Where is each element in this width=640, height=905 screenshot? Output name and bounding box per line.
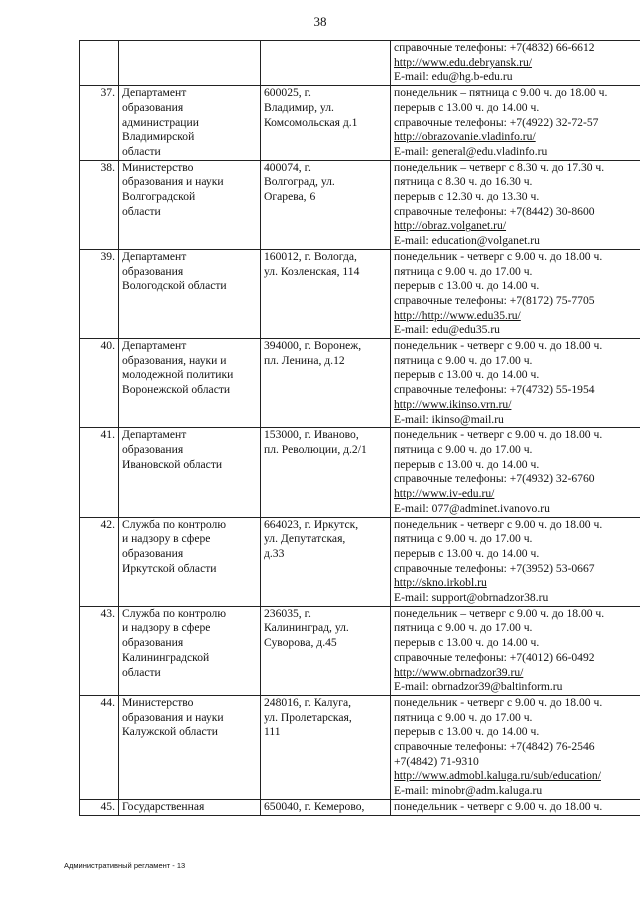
contacts-cell: [391, 160, 640, 249]
address-line: 400074, г.: [264, 160, 311, 174]
table-row: [80, 86, 640, 161]
organization-line: области: [122, 144, 161, 158]
organization-line: и надзору в сфере: [122, 621, 211, 635]
contacts-cell: [391, 695, 640, 799]
organization-cell: [119, 799, 261, 815]
address-line: Калининград, ул.: [264, 621, 349, 635]
organization-line: Департамент: [122, 428, 187, 442]
organization-line: Департамент: [122, 339, 187, 353]
row-number: 43.: [80, 606, 119, 695]
organization-line: Министерство: [122, 695, 194, 709]
organization-cell: [119, 517, 261, 606]
organization-line: Департамент: [122, 86, 187, 100]
organization-line: Государственная: [122, 799, 205, 813]
contact-line: E-mail: edu@hg.b-edu.ru: [394, 70, 513, 84]
contact-line: справочные телефоны: +7(4732) 55-1954: [394, 383, 595, 397]
organization-line: администрации: [122, 115, 199, 129]
page-footer: Административный регламент - 13: [64, 861, 186, 870]
table-body: [80, 41, 640, 816]
organization-line: Воронежской области: [122, 383, 231, 397]
organization-cell: [119, 160, 261, 249]
organization-line: образования: [122, 264, 184, 278]
organization-cell: [119, 695, 261, 799]
table-row: [80, 428, 640, 517]
contacts-cell: [391, 428, 640, 517]
contact-line: справочные телефоны: +7(8172) 75-7705: [394, 293, 595, 307]
contacts-cell: [391, 606, 640, 695]
address-cell: [261, 799, 391, 815]
organization-line: образования: [122, 546, 184, 560]
contact-line: E-mail: education@volganet.ru: [394, 234, 540, 248]
organization-line: области: [122, 204, 161, 218]
address-cell: [261, 339, 391, 428]
website-link[interactable]: http://obrazovanie.vladinfo.ru/: [394, 130, 536, 144]
contact-line: справочные телефоны: +7(3952) 53-0667: [394, 561, 595, 575]
contact-line: справочные телефоны: +7(4832) 66-6612: [394, 41, 595, 54]
address-line: 394000, г. Воронеж,: [264, 339, 362, 353]
organization-line: молодежной политики: [122, 368, 234, 382]
website-link[interactable]: http://www.iv-edu.ru/: [394, 487, 495, 501]
contact-line: перерыв с 13.00 ч. до 14.00 ч.: [394, 725, 540, 739]
row-number: 40.: [80, 339, 119, 428]
website-link[interactable]: http://www.obrnadzor39.ru/: [394, 665, 524, 679]
address-line: 111: [264, 725, 281, 739]
organization-line: и надзору в сфере: [122, 532, 211, 546]
contact-line: пятница с 9.00 ч. до 17.00 ч.: [394, 442, 533, 456]
contacts-cell: [391, 517, 640, 606]
contact-line: перерыв с 13.00 ч. до 14.00 ч.: [394, 546, 540, 560]
address-line: 600025, г.: [264, 86, 311, 100]
address-cell: [261, 606, 391, 695]
website-link[interactable]: http://www.edu.debryansk.ru/: [394, 55, 533, 69]
address-line: Волгоград, ул.: [264, 175, 335, 189]
website-link[interactable]: http://http://www.edu35.ru/: [394, 308, 521, 322]
contact-line: E-mail: edu@edu35.ru: [394, 323, 500, 337]
organization-line: образования: [122, 442, 184, 456]
address-cell: [261, 428, 391, 517]
organization-cell: [119, 86, 261, 161]
organization-line: Калужской области: [122, 725, 218, 739]
organization-line: образования и науки: [122, 710, 224, 724]
address-line: ул. Козленская, 114: [264, 264, 360, 278]
address-line: д.33: [264, 546, 285, 560]
address-line: ул. Пролетарская,: [264, 710, 352, 724]
organization-cell: [119, 41, 261, 86]
row-number: 37.: [80, 86, 119, 161]
authorities-table: [79, 40, 640, 816]
page-number: 38: [313, 14, 327, 29]
address-cell: [261, 249, 391, 338]
contact-line: E-mail: support@obrnadzor38.ru: [394, 591, 549, 605]
contact-line: справочные телефоны: +7(8442) 30-8600: [394, 204, 595, 218]
address-line: ул. Депутатская,: [264, 532, 346, 546]
contact-line: справочные телефоны: +7(4932) 32-6760: [394, 472, 595, 486]
row-number: 44.: [80, 695, 119, 799]
contact-line: перерыв с 13.00 ч. до 14.00 ч.: [394, 100, 540, 114]
address-line: Владимир, ул.: [264, 100, 334, 114]
contacts-cell: [391, 41, 640, 86]
organization-line: образования: [122, 100, 184, 114]
contact-line: понедельник – пятница с 9.00 ч. до 18.00 ч.: [394, 86, 608, 100]
address-line: пл. Революции, д.2/1: [264, 442, 367, 456]
row-number: 42.: [80, 517, 119, 606]
table-row: [80, 41, 640, 86]
organization-line: образования, науки и: [122, 353, 227, 367]
contact-line: E-mail: ikinso@mail.ru: [394, 412, 504, 426]
contact-line: перерыв с 13.00 ч. до 14.00 ч.: [394, 636, 540, 650]
contact-line: понедельник - четверг с 9.00 ч. до 18.00 ч.: [394, 695, 603, 709]
contacts-cell: [391, 249, 640, 338]
contact-line: справочные телефоны: +7(4922) 32-72-57: [394, 115, 599, 129]
website-link[interactable]: http://obraz.volganet.ru/: [394, 219, 507, 233]
table-row: [80, 249, 640, 338]
contact-line: пятница с 8.30 ч. до 16.30 ч.: [394, 175, 533, 189]
organization-line: Вологодской области: [122, 279, 227, 293]
contact-line: понедельник - четверг с 9.00 ч. до 18.00 ч.: [394, 517, 603, 531]
contact-line: понедельник - четверг с 9.00 ч. до 18.00 ч.: [394, 428, 603, 442]
contacts-cell: [391, 86, 640, 161]
contact-line: перерыв с 13.00 ч. до 14.00 ч.: [394, 368, 540, 382]
contact-line: перерыв с 12.30 ч. до 13.30 ч.: [394, 190, 540, 204]
website-link[interactable]: http://www.ikinso.vrn.ru/: [394, 397, 512, 411]
contact-line: справочные телефоны: +7(4012) 66-0492: [394, 650, 595, 664]
row-number: 41.: [80, 428, 119, 517]
address-line: 236035, г.: [264, 606, 311, 620]
organization-line: образования: [122, 636, 184, 650]
row-number: [80, 41, 119, 86]
address-line: 160012, г. Вологда,: [264, 249, 357, 263]
address-line: 153000, г. Иваново,: [264, 428, 359, 442]
address-cell: [261, 695, 391, 799]
row-number: 39.: [80, 249, 119, 338]
row-number: 38.: [80, 160, 119, 249]
organization-cell: [119, 428, 261, 517]
contact-line: пятница с 9.00 ч. до 17.00 ч.: [394, 710, 533, 724]
address-line: 664023, г. Иркутск,: [264, 517, 359, 531]
table-row: [80, 799, 640, 815]
address-line: 248016, г. Калуга,: [264, 695, 352, 709]
address-line: пл. Ленина, д.12: [264, 353, 345, 367]
address-cell: [261, 517, 391, 606]
organization-cell: [119, 339, 261, 428]
contact-line: E-mail: general@edu.vladinfo.ru: [394, 144, 548, 158]
organization-line: Министерство: [122, 160, 194, 174]
contact-line: пятница с 9.00 ч. до 17.00 ч.: [394, 353, 533, 367]
row-number: 45.: [80, 799, 119, 815]
contacts-cell: [391, 799, 640, 815]
address-line: Огарева, 6: [264, 190, 316, 204]
organization-line: Служба по контролю: [122, 606, 227, 620]
contact-line: справочные телефоны: +7(4842) 76-2546: [394, 740, 595, 754]
organization-cell: [119, 249, 261, 338]
address-cell: [261, 86, 391, 161]
contact-line: понедельник - четверг с 9.00 ч. до 18.00 ч.: [394, 339, 603, 353]
address-line: Комсомольская д.1: [264, 115, 358, 129]
address-cell: [261, 41, 391, 86]
organization-line: Волгоградской: [122, 190, 196, 204]
contact-line: пятница с 9.00 ч. до 17.00 ч.: [394, 532, 533, 546]
organization-line: Ивановской области: [122, 457, 223, 471]
website-link[interactable]: http://skno.irkobl.ru: [394, 576, 487, 590]
contact-line: E-mail: minobr@adm.kaluga.ru: [394, 784, 543, 798]
organization-line: образования и науки: [122, 175, 224, 189]
table-row: [80, 606, 640, 695]
address-line: 650040, г. Кемерово,: [264, 799, 365, 813]
address-line: Суворова, д.45: [264, 636, 337, 650]
organization-line: Калининградской: [122, 650, 210, 664]
contact-line: понедельник – четверг с 8.30 ч. до 17.30 ч.: [394, 160, 605, 174]
organization-line: Иркутской области: [122, 561, 217, 575]
contact-line: E-mail: obrnadzor39@baltinform.ru: [394, 680, 563, 694]
contact-line: понедельник - четверг с 9.00 ч. до 18.00 ч.: [394, 249, 603, 263]
organization-line: Служба по контролю: [122, 517, 227, 531]
website-link[interactable]: http://www.admobl.kaluga.ru/sub/education/: [394, 769, 601, 783]
organization-cell: [119, 606, 261, 695]
contact-line: пятница с 9.00 ч. до 17.00 ч.: [394, 621, 533, 635]
contact-line: понедельник – четверг с 9.00 ч. до 18.00 ч.: [394, 606, 605, 620]
contacts-cell: [391, 339, 640, 428]
organization-line: области: [122, 665, 161, 679]
table-row: [80, 695, 640, 799]
contact-line: перерыв с 13.00 ч. до 14.00 ч.: [394, 457, 540, 471]
contact-line: E-mail: 077@adminet.ivanovo.ru: [394, 501, 550, 515]
organization-line: Департамент: [122, 249, 187, 263]
table-row: [80, 160, 640, 249]
contact-line: перерыв с 13.00 ч. до 14.00 ч.: [394, 279, 540, 293]
table-row: [80, 517, 640, 606]
organization-line: Владимирской: [122, 130, 195, 144]
contact-line: пятница с 9.00 ч. до 17.00 ч.: [394, 264, 533, 278]
contact-line: +7(4842) 71-9310: [394, 754, 479, 768]
table-row: [80, 339, 640, 428]
contact-line: понедельник - четверг с 9.00 ч. до 18.00 ч.: [394, 799, 603, 813]
address-cell: [261, 160, 391, 249]
